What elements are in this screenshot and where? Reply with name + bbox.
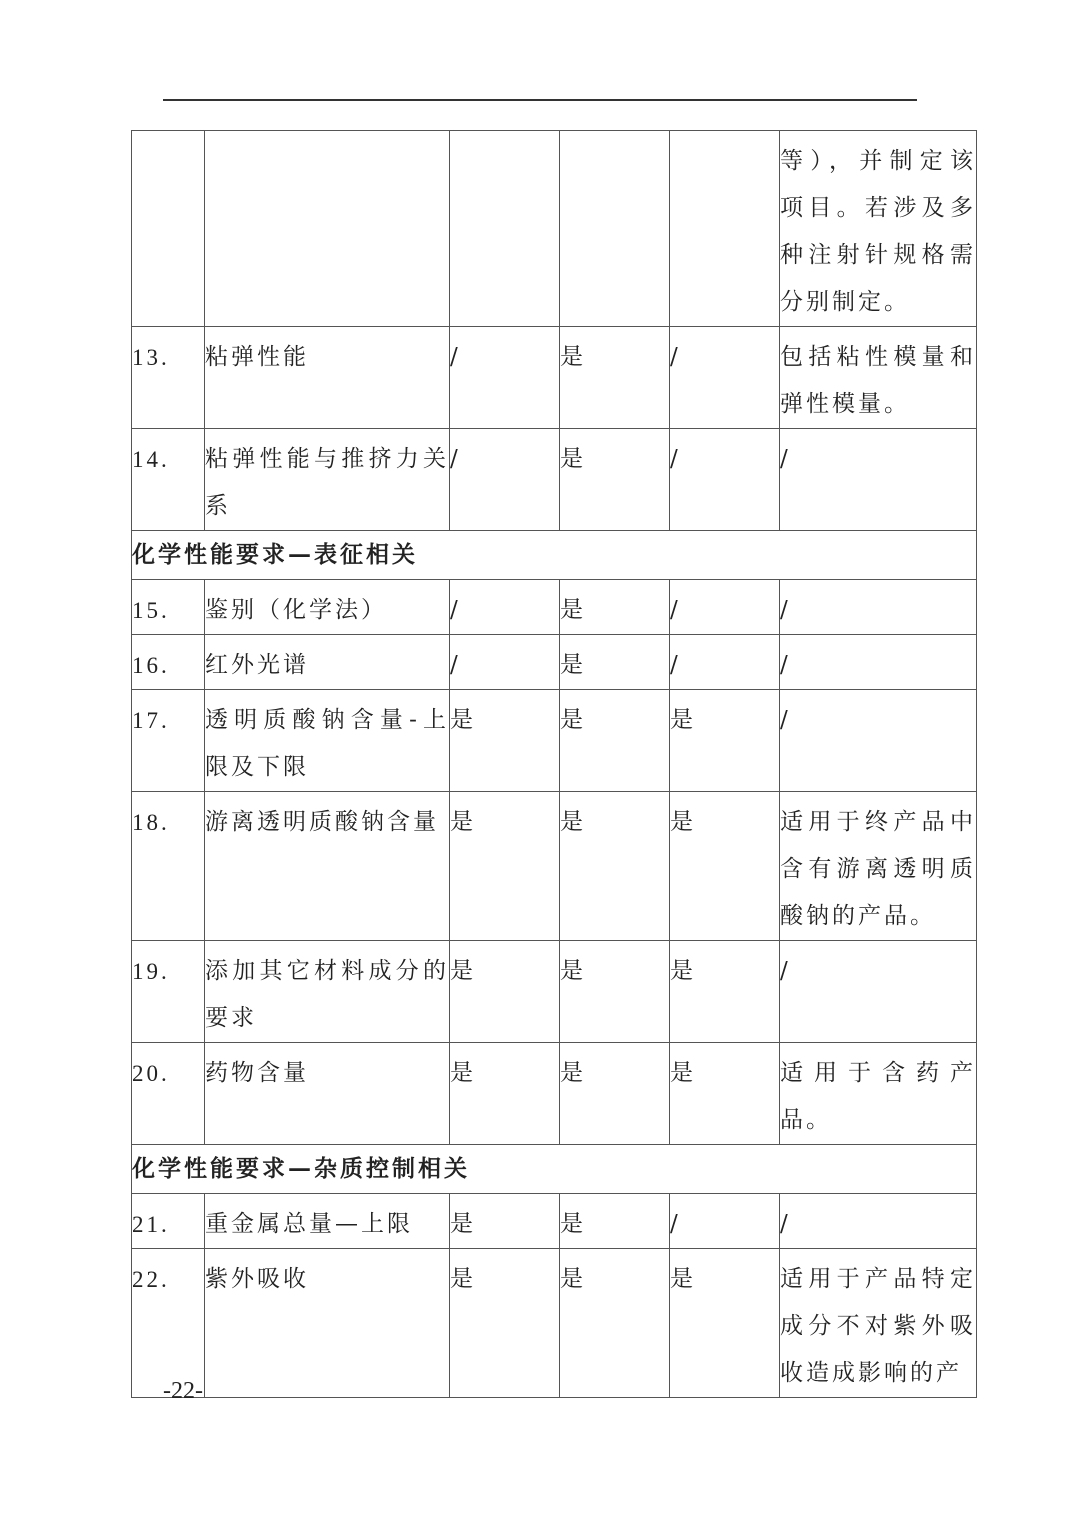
table-row bbox=[132, 690, 977, 792]
cell-col3 bbox=[670, 131, 780, 327]
cell-col2 bbox=[560, 131, 670, 327]
cell-number: 13. bbox=[132, 327, 205, 429]
table-row bbox=[132, 792, 977, 941]
cell-col3: / bbox=[670, 635, 780, 690]
cell-note: 适用于含药产品。 bbox=[780, 1043, 977, 1145]
cell-note: / bbox=[780, 1194, 977, 1249]
cell-number: 17. bbox=[132, 690, 205, 792]
cell-col1: 是 bbox=[450, 1194, 560, 1249]
table-row bbox=[132, 941, 977, 1043]
cell-number: 19. bbox=[132, 941, 205, 1043]
table-row bbox=[132, 1043, 977, 1145]
cell-col3: 是 bbox=[670, 941, 780, 1043]
note-text: 等），并制定该项目。若涉及多种注射针规格需分别制定。 bbox=[780, 148, 976, 315]
cell-col3: / bbox=[670, 580, 780, 635]
cell-item: 透明质酸钠含量-上限及下限 bbox=[205, 690, 450, 792]
cell-item: 添加其它材料成分的要求 bbox=[205, 941, 450, 1043]
table-row bbox=[132, 429, 977, 531]
cell-number: 22. bbox=[132, 1249, 205, 1398]
cell-item: 粘弹性能与推挤力关系 bbox=[205, 429, 450, 531]
cell-col2: 是 bbox=[560, 429, 670, 531]
cell-col2: 是 bbox=[560, 327, 670, 429]
cell-col1: 是 bbox=[450, 1043, 560, 1145]
cell-col2: 是 bbox=[560, 580, 670, 635]
cell-col1: 是 bbox=[450, 1249, 560, 1398]
cell-item: 药物含量 bbox=[205, 1043, 450, 1145]
header-rule bbox=[163, 99, 917, 101]
page-number: -22- bbox=[163, 1378, 203, 1404]
section-heading-characterization: 化学性能要求—表征相关 bbox=[132, 531, 977, 580]
cell-col1: 是 bbox=[450, 941, 560, 1043]
cell-col3: 是 bbox=[670, 1249, 780, 1398]
cell-number: 15. bbox=[132, 580, 205, 635]
section-row bbox=[132, 531, 977, 580]
table-row bbox=[132, 327, 977, 429]
cell-col2: 是 bbox=[560, 792, 670, 941]
cell-col3: / bbox=[670, 429, 780, 531]
table-row bbox=[132, 580, 977, 635]
cell-note: / bbox=[780, 635, 977, 690]
cell-number: 16. bbox=[132, 635, 205, 690]
cell-number: 20. bbox=[132, 1043, 205, 1145]
cell-col2: 是 bbox=[560, 1249, 670, 1398]
cell-item: 粘弹性能 bbox=[205, 327, 450, 429]
cell-col1: / bbox=[450, 635, 560, 690]
requirements-table bbox=[131, 130, 977, 1398]
cell-item: 紫外吸收 bbox=[205, 1249, 450, 1398]
cell-note: / bbox=[780, 941, 977, 1043]
section-heading-impurity-control: 化学性能要求—杂质控制相关 bbox=[132, 1145, 977, 1194]
cell-col1: / bbox=[450, 327, 560, 429]
cell-col2: 是 bbox=[560, 1043, 670, 1145]
cell-col3: 是 bbox=[670, 792, 780, 941]
cell-col3: 是 bbox=[670, 1043, 780, 1145]
table-row bbox=[132, 1194, 977, 1249]
cell-item: 重金属总量—上限 bbox=[205, 1194, 450, 1249]
cell-col1: 是 bbox=[450, 792, 560, 941]
section-row bbox=[132, 1145, 977, 1194]
cell-note: / bbox=[780, 580, 977, 635]
cell-item: 红外光谱 bbox=[205, 635, 450, 690]
cell-note: 适用于产品特定成分不对紫外吸收造成影响的产 bbox=[780, 1249, 977, 1398]
cell-note: 适用于终产品中含有游离透明质酸钠的产品。 bbox=[780, 792, 977, 941]
cell-item: 鉴别（化学法） bbox=[205, 580, 450, 635]
table-row-continuation bbox=[132, 131, 977, 327]
cell-number: 14. bbox=[132, 429, 205, 531]
cell-item bbox=[205, 131, 450, 327]
cell-note bbox=[780, 131, 977, 327]
cell-col1: 是 bbox=[450, 690, 560, 792]
table-row bbox=[132, 1249, 977, 1398]
cell-number: 21. bbox=[132, 1194, 205, 1249]
cell-col2: 是 bbox=[560, 941, 670, 1043]
cell-col2: 是 bbox=[560, 690, 670, 792]
cell-note: 包括粘性模量和弹性模量。 bbox=[780, 327, 977, 429]
cell-item: 游离透明质酸钠含量 bbox=[205, 792, 450, 941]
cell-col2: 是 bbox=[560, 1194, 670, 1249]
table-row bbox=[132, 635, 977, 690]
cell-col3: / bbox=[670, 1194, 780, 1249]
cell-note: / bbox=[780, 429, 977, 531]
cell-col1 bbox=[450, 131, 560, 327]
cell-number: 18. bbox=[132, 792, 205, 941]
cell-col2: 是 bbox=[560, 635, 670, 690]
cell-col1: / bbox=[450, 429, 560, 531]
cell-col3: / bbox=[670, 327, 780, 429]
cell-number bbox=[132, 131, 205, 327]
cell-col1: / bbox=[450, 580, 560, 635]
cell-col3: 是 bbox=[670, 690, 780, 792]
cell-note: / bbox=[780, 690, 977, 792]
